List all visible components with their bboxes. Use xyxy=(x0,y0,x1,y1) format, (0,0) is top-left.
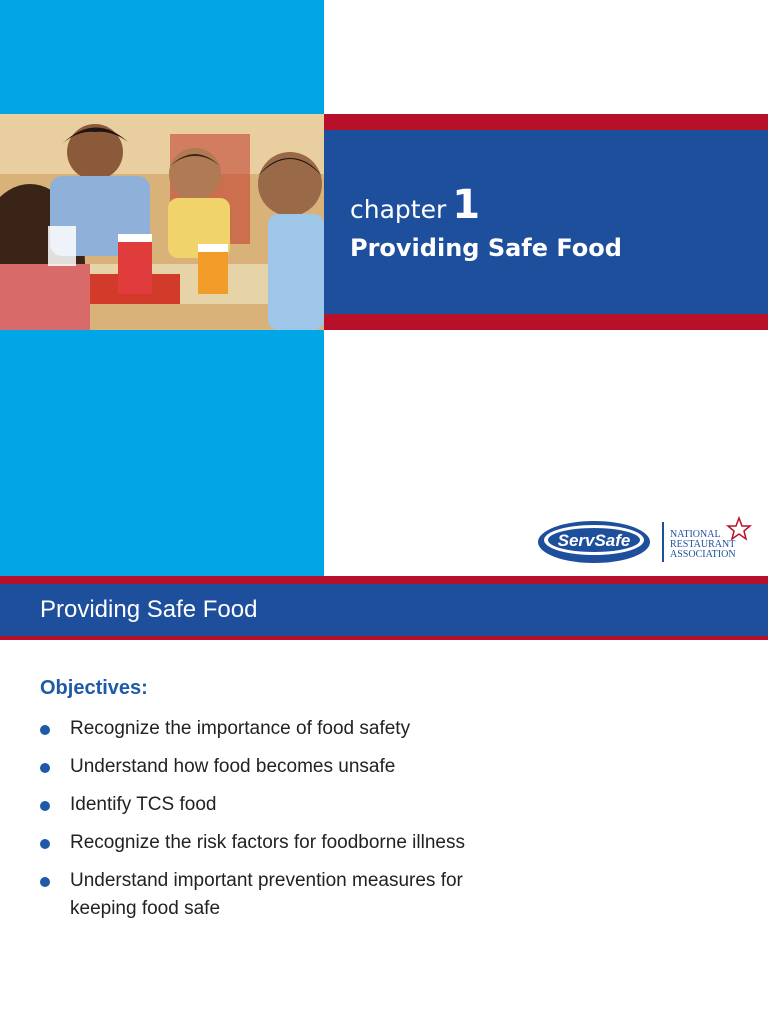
objective-item xyxy=(40,867,520,923)
bullet-dot-icon xyxy=(40,839,50,849)
bullet-dot-icon xyxy=(40,763,50,773)
objectives-list xyxy=(40,715,520,933)
objective-text: Recognize the importance of food safety xyxy=(70,718,411,739)
nra-logo-line1: NATIONAL xyxy=(670,529,721,540)
bullet-dot-icon xyxy=(40,877,50,887)
objective-item xyxy=(40,715,520,743)
chapter-title-panel xyxy=(324,114,768,330)
bullet-dot-icon xyxy=(40,725,50,735)
objective-item xyxy=(40,753,520,781)
photo-illustration xyxy=(0,114,324,330)
objectives-heading: Objectives: xyxy=(40,677,148,699)
objective-item xyxy=(40,829,520,857)
nra-logo-line3: ASSOCIATION xyxy=(670,549,736,560)
chapter-title: Providing Safe Food xyxy=(350,234,622,262)
family-dining-photo xyxy=(0,114,324,330)
logo-area xyxy=(536,512,760,572)
objective-text: Understand how food becomes unsafe xyxy=(70,756,396,777)
slide2-title: Providing Safe Food xyxy=(40,596,258,623)
servsafe-logo-text: ServSafe xyxy=(557,531,631,550)
chapter-heading xyxy=(350,182,480,228)
nra-logo-line2: RESTAURANT xyxy=(670,539,736,550)
chapter-word: chapter xyxy=(350,195,447,224)
objective-text: Identify TCS food xyxy=(70,794,217,815)
objective-text: Recognize the risk factors for foodborne illness xyxy=(70,832,465,853)
objective-text: Understand important prevention measures for keeping food safe xyxy=(70,870,463,919)
servsafe-nra-logo xyxy=(536,512,760,572)
slide2-header-band xyxy=(0,576,768,640)
objective-item xyxy=(40,791,520,819)
chapter-number: 1 xyxy=(452,182,481,228)
bullet-dot-icon xyxy=(40,801,50,811)
